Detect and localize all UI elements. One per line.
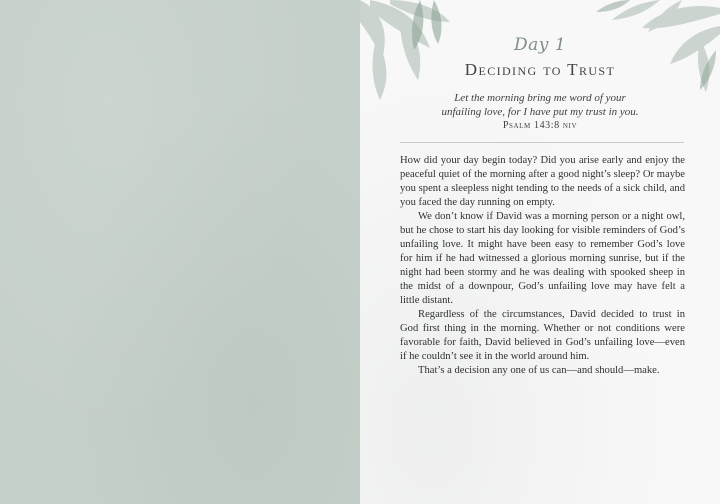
paragraph: We don’t know if David was a morning person or a night owl, but he chose to start his day looking for visible reminders of God’s unfailing love. It might have been easy to remember God’s love for him if he had witnessed a glorious morning sunrise, but if the night had been stormy and he was dealing with spooked sheep in the midst of a downpour, God’s unfailing love may have felt a little distant.: [400, 211, 685, 306]
day-label: Day 1: [513, 35, 567, 55]
devotion-header: [360, 34, 720, 132]
scripture-verse: [360, 91, 720, 119]
right-page: [360, 0, 720, 504]
paragraph: How did your day begin today? Did you arise early and enjoy the peaceful quiet of the morning after a good night’s sleep? Or maybe you spent a sleepless night tending to the needs of a sick child, and you faced the day running on empty.: [400, 155, 685, 208]
verse-reference: Psalm 143:8 niv: [502, 120, 578, 131]
divider-rule: [400, 142, 684, 143]
devotion-body: [400, 154, 685, 378]
devotion-title: Deciding to Trust: [464, 60, 616, 79]
verse-line-2: unfailing love, for I have put my trust in you.: [441, 106, 639, 118]
paragraph: That’s a decision any one of us can—and should—make.: [418, 365, 660, 376]
paragraph: Regardless of the circumstances, David decided to trust in God first thing in the morning. Whether or not conditions were favorable for faith, David believed in God’s unfailing love—even if he couldn’t see it in the world around him.: [400, 309, 685, 362]
verse-line-1: Let the morning bring me word of your: [454, 92, 626, 104]
